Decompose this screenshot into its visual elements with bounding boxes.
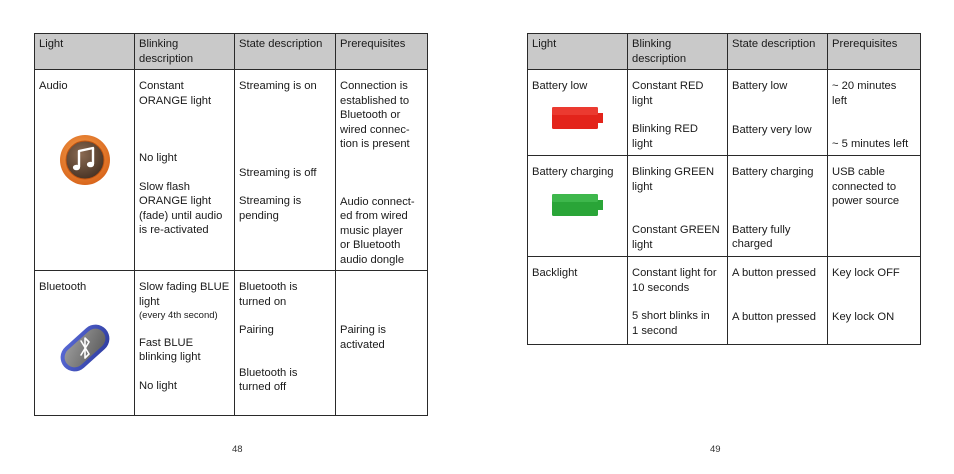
- cell-battery-low-light: Battery low: [528, 70, 628, 156]
- cell-backlight-blinking: Constant light for 10 seconds 5 short blinks in 1 second: [628, 257, 728, 345]
- cell-battery-low-blinking: Constant RED light Blinking RED light: [628, 70, 728, 156]
- cell-audio-blinking: Constant ORANGE light No light Slow flash ORANGE light (fade) until audio is re-activated: [135, 70, 235, 271]
- header-blinking-description: Blinking description: [135, 34, 235, 70]
- cell-audio-light: [35, 70, 135, 271]
- led-status-table-battery-backlight: [527, 33, 921, 345]
- page-number: 48: [232, 444, 243, 455]
- blink-interval-note: (every 4th second): [139, 310, 218, 321]
- battery-low-icon: [532, 106, 623, 130]
- table-row-bluetooth: [35, 271, 428, 416]
- table-header-row: [35, 34, 428, 70]
- cell-audio-state: Streaming is on Streaming is off Streaming is pending: [235, 70, 336, 271]
- table-row-backlight: [528, 257, 921, 345]
- header-prerequisites: Prerequisites: [336, 34, 428, 70]
- cell-battery-charging-prerequisites: USB cable connected to power source: [828, 156, 921, 257]
- cell-battery-charging-state: Battery charging Battery fully charged: [728, 156, 828, 257]
- cell-battery-low-prerequisites: ~ 20 minutes left ~ 5 minutes left: [828, 70, 921, 156]
- cell-battery-charging-light: Battery charging: [528, 156, 628, 257]
- cell-battery-charging-blinking: Blinking GREEN light Constant GREEN light: [628, 156, 728, 257]
- battery-full-icon: [532, 193, 623, 217]
- table-row-battery-charging: [528, 156, 921, 257]
- page-49: [477, 0, 954, 474]
- table-row-battery-low: [528, 70, 921, 156]
- cell-bluetooth-prerequisites: Pairing is activated: [336, 271, 428, 416]
- audio-label: Audio: [39, 80, 68, 92]
- cell-backlight-light: Backlight: [528, 257, 628, 345]
- header-light: Light: [35, 34, 135, 70]
- cell-bluetooth-state: Bluetooth is turned on Pairing Bluetooth is turned off: [235, 271, 336, 416]
- cell-backlight-prerequisites: Key lock OFF Key lock ON: [828, 257, 921, 345]
- cell-backlight-state: A button pressed A button pressed: [728, 257, 828, 345]
- led-status-table-audio-bluetooth: [34, 33, 428, 416]
- cell-audio-prerequisites: Connection is established to Bluetooth or wired connec- tion is present Audio connect- ed from wired music player or Bluetooth audio dongle: [336, 70, 428, 271]
- cell-battery-low-state: Battery low Battery very low: [728, 70, 828, 156]
- header-prerequisites: Prerequisites: [828, 34, 921, 70]
- table-header-row: [528, 34, 921, 70]
- header-state-description: State description: [235, 34, 336, 70]
- cell-bluetooth-blinking: Slow fading BLUE light (every 4th second) Fast BLUE blinking light No light: [135, 271, 235, 416]
- page-number: 49: [710, 444, 721, 455]
- cell-bluetooth-light: [35, 271, 135, 416]
- table-row-audio: [35, 70, 428, 271]
- header-blinking-description: Blinking description: [628, 34, 728, 70]
- header-state-description: State description: [728, 34, 828, 70]
- music-note-icon: [39, 134, 130, 186]
- bluetooth-label: Bluetooth: [39, 281, 87, 293]
- bluetooth-icon: [39, 319, 130, 377]
- header-light: Light: [528, 34, 628, 70]
